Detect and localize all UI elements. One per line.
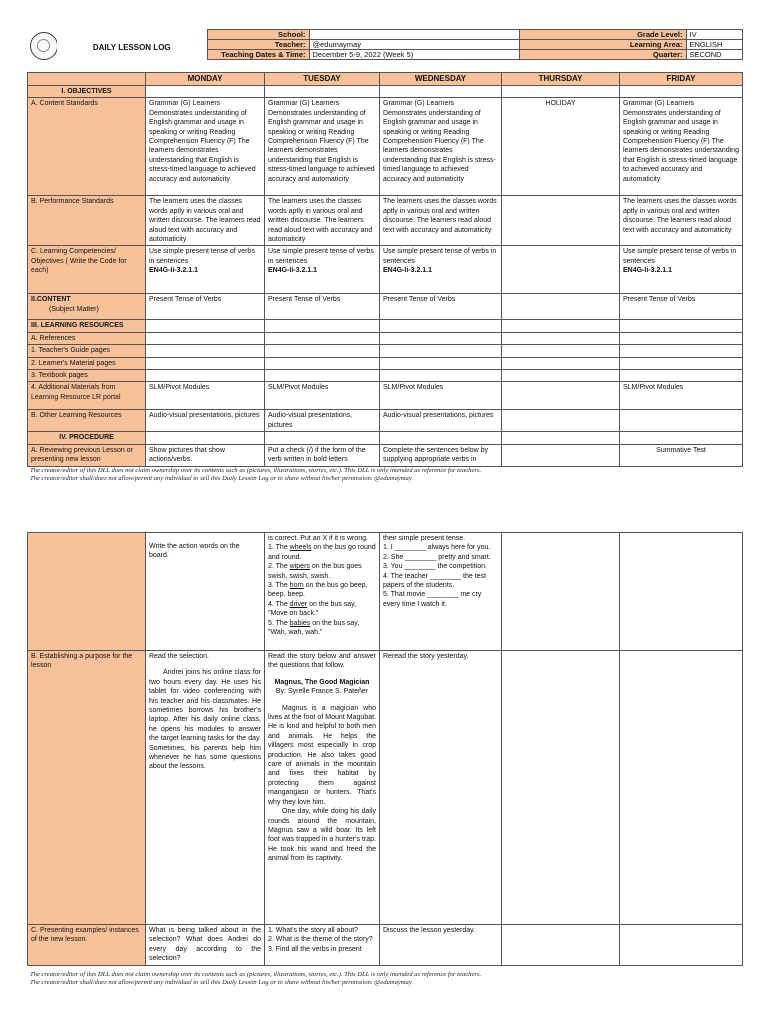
perf-std-mon: The learners uses the classes words aptly in various oral and written discourse. The learners read aloud text with accuracy and automaticity xyxy=(146,196,265,246)
quarter-value: SECOND xyxy=(686,50,742,60)
additional-fri: SLM/Pivot Modules xyxy=(620,382,743,410)
footer-line1: The creator/editor of this DLL does not claim ownership over its contents such as (pictures, illustrations, stories, etc.). This DLL is only intended as reference for teachers. xyxy=(30,971,482,978)
review-wed-item: 5. That movie ________ me cry every time I watch it. xyxy=(383,591,482,608)
examples-tue xyxy=(265,925,380,966)
competencies-label: C. Learning Competencies/ Objectives ( Write the Code for each) xyxy=(28,246,146,294)
competency-mon xyxy=(146,246,265,294)
competency-code: EN4G-Ii-3.2.1.1 xyxy=(268,267,318,275)
content-standards-label: A. Content Standards xyxy=(28,98,146,196)
header-table xyxy=(27,29,743,66)
competency-tue xyxy=(265,246,380,294)
day-header-row xyxy=(28,73,743,86)
perf-std-tue: The learners uses the classes words aptly in various oral and written discourse. The learners read aloud text with accuracy and automaticity xyxy=(265,196,380,246)
examples-tue-item: 1. What's the story all about? xyxy=(268,927,359,934)
purpose-mon xyxy=(146,651,265,925)
purpose-label: B. Establishing a purpose for the lesson xyxy=(28,651,146,925)
additional-tue: SLM/Pivot Modules xyxy=(265,382,380,410)
procedure-heading: IV. PROCEDURE xyxy=(28,432,146,444)
review-mon: Show pictures that show actions/verbs. xyxy=(146,444,265,466)
review-fri: Summative Test xyxy=(620,444,743,466)
deped-seal-icon xyxy=(30,32,57,60)
dates-label: Teaching Dates & Time: xyxy=(207,50,309,60)
area-value: ENGLISH xyxy=(686,40,742,50)
content-fri: Present Tense of Verbs xyxy=(620,294,743,320)
examples-mon: What is being talked about in the selection? What does Andrei do every day according to the selection? xyxy=(146,925,265,966)
purpose-mon-instruction: Read the selection. xyxy=(149,653,209,660)
day-tuesday: TUESDAY xyxy=(265,73,380,86)
review-tue-item: 4. The driver on the bus say, "Move on back." xyxy=(268,600,357,618)
footer-page2 xyxy=(30,971,750,987)
additional-materials-label: 4. Additional Materials from Learning Resource LR portal xyxy=(28,382,146,410)
competency-code: EN4G-Ii-3.2.1.1 xyxy=(383,267,433,275)
area-label: Learning Area: xyxy=(519,40,686,50)
competency-text: Use simple present tense of verbs in sentences xyxy=(149,248,255,265)
school-value xyxy=(309,30,519,40)
competency-fri xyxy=(620,246,743,294)
review-tue-item: 3. The horn on the bus go beep, beep, beep. xyxy=(268,582,368,599)
other-wed: Audio-visual presentations, pictures xyxy=(380,410,502,432)
lm-pages-label: 2. Learner's Material pages xyxy=(28,357,146,369)
purpose-tue-instruction: Read the story below and answer the questions that follow. xyxy=(268,653,376,670)
other-resources-label: B. Other Learning Resources xyxy=(28,410,146,432)
footer-line2: The creator/editor shall/does not allow/permit any individual to sell this Daily Lesson Log or to share without his/her permission. @edumaymay xyxy=(30,979,412,986)
objectives-heading: I. OBJECTIVES xyxy=(28,86,146,98)
competency-text: Use simple present tense of verbs in sentences xyxy=(383,248,497,265)
deped-seal-cell xyxy=(27,30,57,67)
grade-label: Grade Level: xyxy=(519,30,686,40)
grade-value: IV xyxy=(686,30,742,40)
competency-code: EN4G-Ii-3.2.1.1 xyxy=(149,267,199,275)
story-title: Magnus, The Good Magician xyxy=(274,678,370,686)
day-monday: MONDAY xyxy=(146,73,265,86)
other-mon: Audio-visual presentations, pictures xyxy=(146,410,265,432)
additional-wed: SLM/Pivot Modules xyxy=(380,382,502,410)
content-heading: II.CONTENT xyxy=(31,296,71,304)
review-tue-item: 2. The wipers on the bus goes swish, swish, swish. xyxy=(268,563,362,580)
perf-std-wed: The learners uses the classes words aptly in various oral and written discourse. The learners read aloud text with accuracy and automaticity xyxy=(380,196,502,246)
content-std-fri: Grammar (G) Learners Demonstrates understanding of English grammar and usage in speaking or writing Reading Comprehension Fluency (F) The learners demonstrates understanding that English is stress-timed language to achieved accuracy and automaticity xyxy=(620,98,743,196)
story-paragraph-2: One day, while doing his daily rounds around the mountain, Magnus saw a wild boar. Its left foot was trapped in a hunter's trap. He took his wand and freed the animal from its captivity. xyxy=(268,808,376,863)
competency-text: Use simple present tense of verbs in sentences xyxy=(623,248,737,265)
textbook-pages-label: 3. Textbook pages xyxy=(28,370,146,382)
page-1 xyxy=(27,29,742,467)
dates-value: December 5-9, 2022 (Week 5) xyxy=(309,50,519,60)
resources-heading: III. LEARNING RESOURCES xyxy=(28,320,146,332)
dll-title: DAILY LESSON LOG xyxy=(92,43,171,53)
perf-std-fri: The learners uses the classes words aptly in various oral and written discourse. The learners read aloud text with accuracy and automaticity xyxy=(620,196,743,246)
footer-line1: The creator/editor of this DLL does not claim ownership over its contents such as (pictures, illustrations, stories, etc.). This DLL is only intended as reference for teachers. xyxy=(30,467,482,474)
examples-label: C. Presenting examples/ instances of the new lesson. xyxy=(28,925,146,966)
examples-wed: Discuss the lesson yesterday. xyxy=(380,925,502,966)
references-label: A. References xyxy=(28,332,146,344)
content-std-wed: Grammar (G) Learners Demonstrates understanding of English grammar and usage in speaking or writing Reading Comprehension Fluency (F) The learners demonstrates understanding that English is stress-timed language to achieved accuracy and automaticity xyxy=(380,98,502,196)
content-std-tue: Grammar (G) Learners Demonstrates understanding of English grammar and usage in speaking or writing Reading Comprehension Fluency (F) The learners demonstrates understanding that English is stress-timed language to achieved accuracy and automaticity xyxy=(265,98,380,196)
school-label: School: xyxy=(207,30,309,40)
lesson-table-page1 xyxy=(27,72,743,467)
review-wed: Complete the sentences below by supplying appropriate verbs in xyxy=(380,444,502,466)
review-cont-wed xyxy=(380,533,502,651)
content-tue: Present Tense of Verbs xyxy=(265,294,380,320)
teacher-label: Teacher: xyxy=(207,40,309,50)
day-friday: FRIDAY xyxy=(620,73,743,86)
examples-tue-item: 2. What is the theme of the story? xyxy=(268,936,373,944)
other-tue: Audio-visual presentations, pictures xyxy=(265,410,380,432)
lesson-table-page2 xyxy=(27,532,743,966)
reviewing-label: A. Reviewing previous Lesson or presenting new lesson xyxy=(28,444,146,466)
performance-standards-label: B. Performance Standards xyxy=(28,196,146,246)
page-2 xyxy=(27,532,742,966)
day-wednesday: WEDNESDAY xyxy=(380,73,502,86)
review-wed-item: 3. You ________ the competition. xyxy=(383,563,487,571)
purpose-wed: Reread the story yesterday. xyxy=(380,651,502,925)
review-wed-intro: their simple present tense. xyxy=(383,535,466,542)
review-wed-item: 1. I ________ always here for you. xyxy=(383,544,491,552)
competency-wed xyxy=(380,246,502,294)
content-wed: Present Tense of Verbs xyxy=(380,294,502,320)
purpose-mon-selection: Andrei joins his online class for two hours every day. He uses his tablet for video conferencing with his teacher and his classmates. He sometimes borrows his brother's laptop. After his daily online class, he opens his modules to answer the target learning tasks for the day. Sometimes, his parents help him whenever he has some questions about the lessons. xyxy=(149,669,261,771)
review-wed-item: 4. The teacher ________ the test papers of the students. xyxy=(383,572,487,590)
competency-code: EN4G-Ii-3.2.1.1 xyxy=(623,267,673,275)
review-cont-tue xyxy=(265,533,380,651)
footer-page1 xyxy=(30,467,750,483)
purpose-tue xyxy=(265,651,380,925)
day-thursday: THURSDAY xyxy=(502,73,620,86)
holiday-thu: HOLIDAY xyxy=(502,98,620,196)
tg-pages-label: 1. Teacher's Guide pages xyxy=(28,345,146,357)
review-cont-mon xyxy=(146,533,265,651)
quarter-label: Quarter: xyxy=(519,50,686,60)
review-tue-intro: is correct. Put an X if it is wrong. xyxy=(268,535,368,542)
story-paragraph-1: Magnus is a magician who lives at the foot of Mount Magubat. He is kind and helpful to both men and animals. He helps the villagers most especially in crop production. He also takes good care of animals in the mountain and fixes their habitat by protecting them against mangangaso or hunters. That's why they love him. xyxy=(268,704,376,806)
content-subheading: (Subject Matter) xyxy=(49,305,99,313)
story-author: By: Syrelle France S. Pateñer xyxy=(275,688,369,696)
review-tue-item: 5. The babies on the bus say, "Wah, wah, wah." xyxy=(268,619,360,637)
footer-line2: The creator/editor shall/does not allow/permit any individual to sell this Daily Lesson Log or to share without his/her permission. @edumaymay xyxy=(30,475,412,482)
content-label xyxy=(28,294,146,320)
additional-mon: SLM/Pivot Modules xyxy=(146,382,265,410)
content-mon: Present Tense of Verbs xyxy=(146,294,265,320)
teacher-value: @edumaymay xyxy=(309,40,519,50)
review-mon-continued: Write the action words on the board. xyxy=(149,543,240,560)
competency-text: Use simple present tense of verbs in sentences xyxy=(268,248,374,265)
content-std-mon: Grammar (G) Learners Demonstrates understanding of English grammar and usage in speaking or writing Reading Comprehension Fluency (F) The learners demonstrates understanding that English is stress-timed language to achieved accuracy and automaticity xyxy=(146,98,265,196)
review-tue: Put a check (/) if the form of the verb written in bold letters xyxy=(265,444,380,466)
review-wed-item: 2. She ________ pretty and smart. xyxy=(383,553,491,561)
review-tue-item: 1. The wheels on the bus go round and round. xyxy=(268,544,376,561)
examples-tue-item: 3. Find all the verbs in present xyxy=(268,945,362,953)
